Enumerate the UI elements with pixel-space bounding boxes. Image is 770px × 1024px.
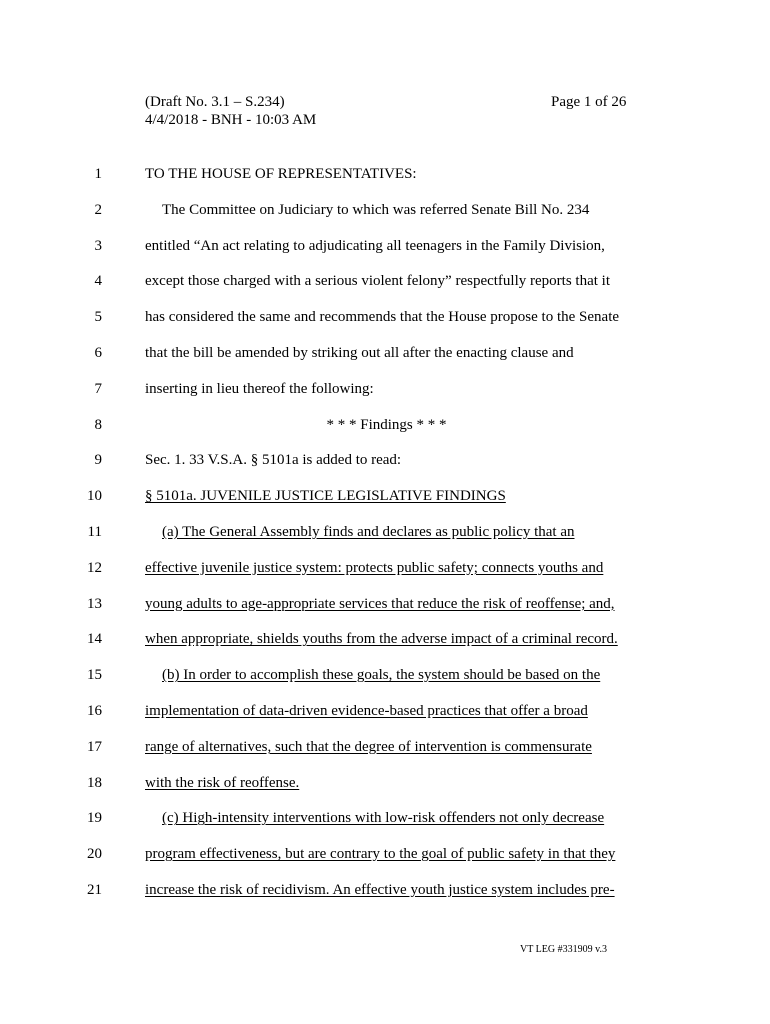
line-text bbox=[145, 199, 645, 221]
line-number: 7 bbox=[94, 380, 102, 397]
line-content: except those charged with a serious violent felony” respectfully reports that it bbox=[145, 273, 610, 290]
line-number: 9 bbox=[94, 452, 102, 469]
document-line bbox=[0, 199, 770, 221]
document-line bbox=[0, 700, 770, 722]
document-line bbox=[0, 843, 770, 865]
line-content: young adults to age-appropriate services that reduce the risk of reoffense; and, bbox=[145, 595, 615, 612]
line-content: inserting in lieu thereof the following: bbox=[145, 380, 374, 397]
line-content: implementation of data-driven evidence-based practices that offer a broad bbox=[145, 703, 588, 719]
line-content: (c) High-intensity interventions with low-risk offenders not only decrease bbox=[162, 810, 605, 827]
line-content: § 5101a. JUVENILE JUSTICE LEGISLATIVE FINDINGS bbox=[145, 488, 506, 505]
line-content: Sec. 1. 33 V.S.A. § 5101a is added to read: bbox=[145, 452, 402, 469]
line-text bbox=[145, 378, 628, 400]
line-text bbox=[145, 521, 645, 543]
document-line bbox=[0, 736, 770, 758]
line-number: 14 bbox=[87, 631, 102, 648]
document-line bbox=[0, 414, 770, 436]
line-content: program effectiveness, but are contrary to the goal of public safety in that they bbox=[145, 846, 616, 863]
document-line bbox=[0, 593, 770, 615]
line-content: entitled “An act relating to adjudicating all teenagers in the Family Division, bbox=[145, 237, 605, 254]
line-number: 5 bbox=[94, 309, 102, 326]
page-number: Page 1 of 26 bbox=[551, 94, 627, 110]
line-text bbox=[145, 736, 628, 758]
document-line bbox=[0, 235, 770, 257]
document-line bbox=[0, 772, 770, 794]
line-number: 3 bbox=[94, 237, 102, 254]
line-content: (a) The General Assembly finds and declares as public policy that an bbox=[162, 524, 575, 540]
document-line bbox=[0, 378, 770, 400]
document-footer: VT LEG #331909 v.3 bbox=[520, 944, 607, 955]
line-number: 8 bbox=[94, 416, 102, 433]
document-line bbox=[0, 449, 770, 471]
line-content: range of alternatives, such that the degree of intervention is commensurate bbox=[145, 738, 592, 755]
line-number: 16 bbox=[87, 703, 102, 719]
line-text bbox=[145, 807, 645, 829]
line-text bbox=[145, 700, 628, 722]
draft-label: (Draft No. 3.1 – S.234) bbox=[145, 94, 285, 110]
line-number: 13 bbox=[87, 595, 102, 612]
line-number: 4 bbox=[94, 273, 102, 290]
line-content: that the bill be amended by striking out all after the enacting clause and bbox=[145, 345, 574, 361]
line-content: * * * Findings * * * bbox=[326, 416, 447, 433]
line-content: TO THE HOUSE OF REPRESENTATIVES: bbox=[145, 166, 417, 182]
line-text bbox=[145, 664, 645, 686]
line-number: 17 bbox=[87, 738, 102, 755]
document-line bbox=[0, 521, 770, 543]
line-text bbox=[145, 270, 628, 292]
line-content: effective juvenile justice system: protects public safety; connects youths and bbox=[145, 559, 604, 576]
document-line bbox=[0, 628, 770, 650]
line-text bbox=[145, 449, 628, 471]
line-content: The Committee on Judiciary to which was referred Senate Bill No. 234 bbox=[162, 201, 590, 218]
line-number: 11 bbox=[87, 524, 102, 540]
document-line bbox=[0, 306, 770, 328]
line-text bbox=[145, 414, 628, 436]
document-line bbox=[0, 163, 770, 185]
line-text bbox=[145, 342, 628, 364]
line-content: (b) In order to accomplish these goals, the system should be based on the bbox=[162, 667, 601, 684]
document-line bbox=[0, 807, 770, 829]
line-content: has considered the same and recommends that the House propose to the Senate bbox=[145, 309, 620, 326]
line-number: 21 bbox=[87, 882, 102, 898]
line-number: 6 bbox=[94, 345, 102, 361]
line-number: 2 bbox=[94, 201, 102, 218]
document-line bbox=[0, 879, 770, 901]
line-content: with the risk of reoffense. bbox=[145, 774, 300, 791]
date-line: 4/4/2018 - BNH - 10:03 AM bbox=[145, 112, 317, 128]
line-text bbox=[145, 628, 628, 650]
document-line bbox=[0, 664, 770, 686]
document-line bbox=[0, 270, 770, 292]
line-number: 15 bbox=[87, 667, 102, 684]
line-text bbox=[145, 879, 628, 901]
line-content: when appropriate, shields youths from the adverse impact of a criminal record. bbox=[145, 631, 618, 648]
line-number: 10 bbox=[87, 488, 102, 505]
document-line bbox=[0, 342, 770, 364]
line-text bbox=[145, 772, 628, 794]
line-number: 19 bbox=[87, 810, 102, 827]
line-text bbox=[145, 557, 628, 579]
line-number: 1 bbox=[94, 166, 102, 182]
line-text bbox=[145, 235, 628, 257]
line-content: increase the risk of recidivism. An effective youth justice system includes pre- bbox=[145, 882, 615, 898]
line-text bbox=[145, 485, 628, 507]
line-number: 20 bbox=[87, 846, 102, 863]
line-text bbox=[145, 593, 628, 615]
line-text bbox=[145, 163, 628, 185]
line-text bbox=[145, 843, 628, 865]
document-line bbox=[0, 557, 770, 579]
line-text bbox=[145, 306, 628, 328]
line-number: 18 bbox=[87, 774, 102, 791]
document-line bbox=[0, 485, 770, 507]
line-number: 12 bbox=[87, 559, 102, 576]
